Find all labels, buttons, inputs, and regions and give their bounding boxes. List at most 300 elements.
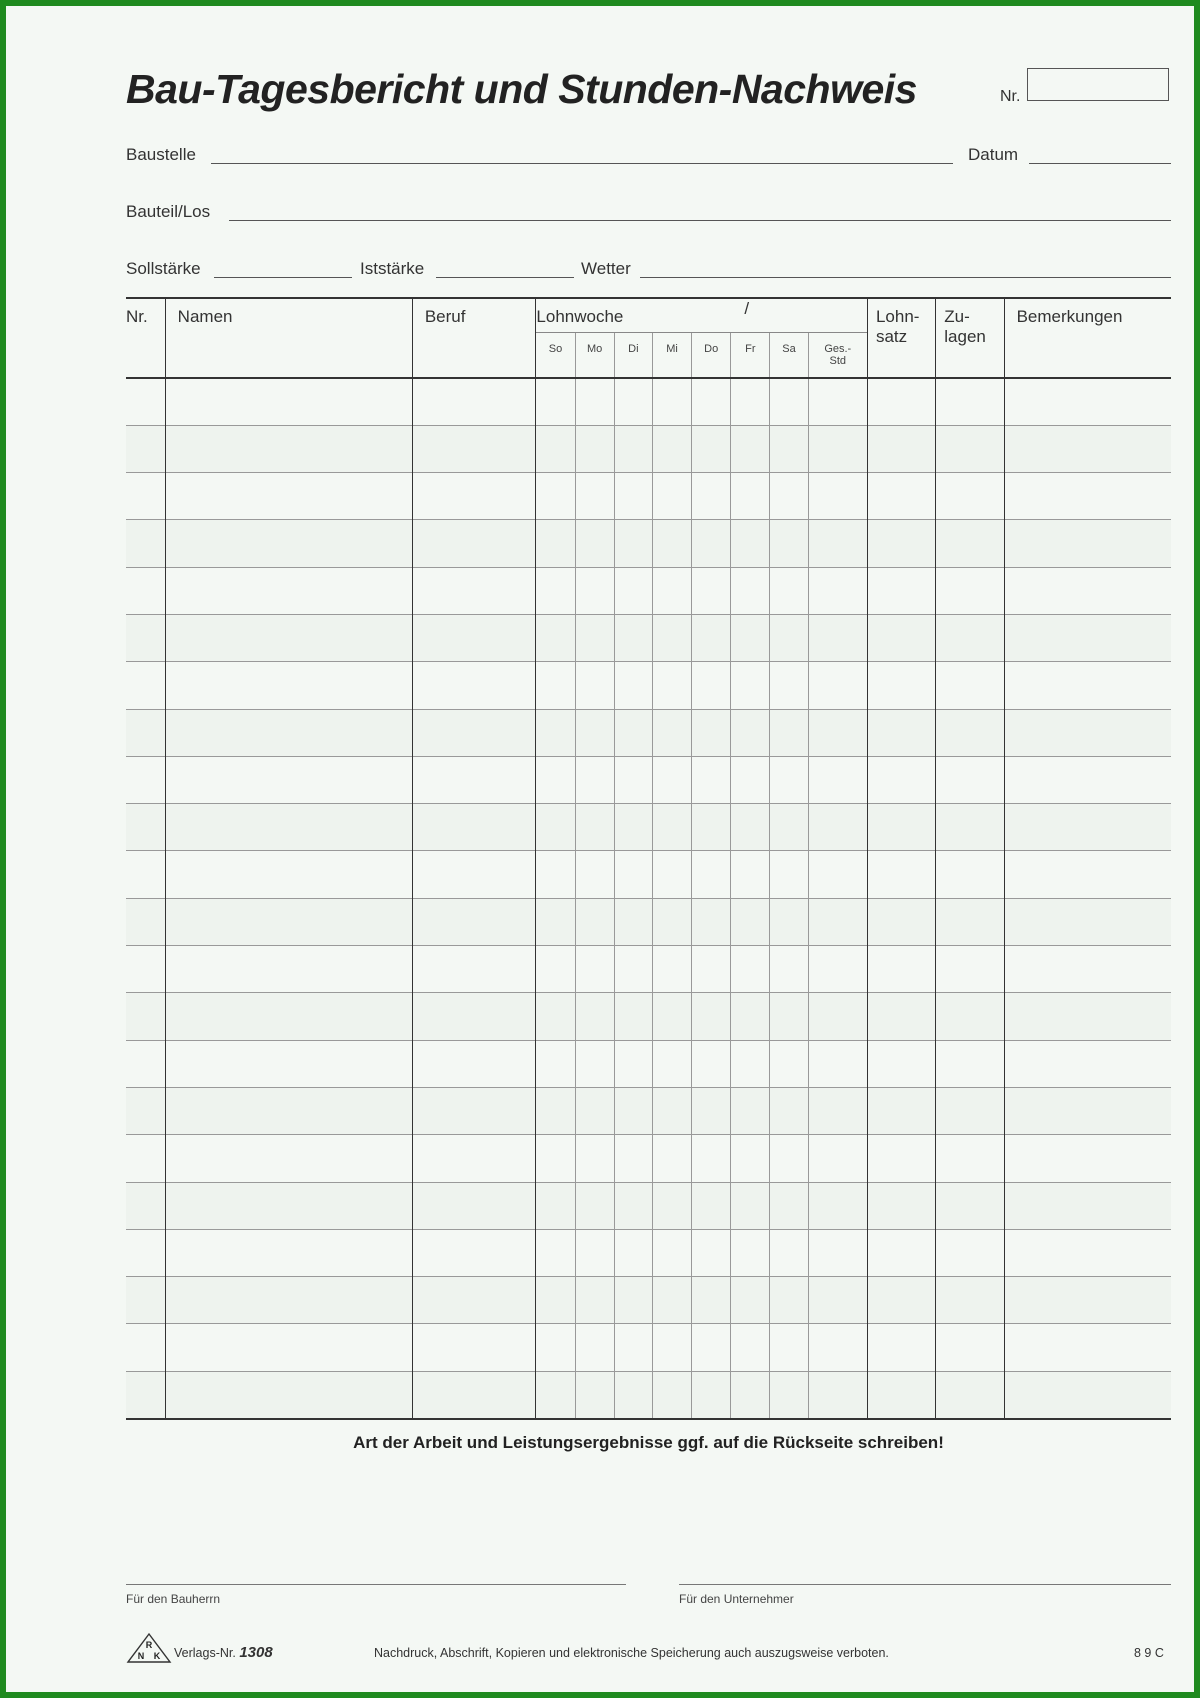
cell-bemerkungen[interactable] bbox=[1004, 567, 1171, 614]
cell-nr[interactable] bbox=[126, 898, 165, 945]
cell-di[interactable] bbox=[614, 378, 652, 425]
cell-do[interactable] bbox=[692, 1277, 731, 1324]
cell-lohnsatz[interactable] bbox=[867, 520, 935, 567]
cell-zulagen[interactable] bbox=[936, 1324, 1004, 1371]
cell-mi[interactable] bbox=[652, 1040, 691, 1087]
cell-fr[interactable] bbox=[731, 804, 770, 851]
cell-di[interactable] bbox=[614, 804, 652, 851]
cell-so[interactable] bbox=[536, 567, 575, 614]
cell-bemerkungen[interactable] bbox=[1004, 662, 1171, 709]
cell-total[interactable] bbox=[808, 993, 867, 1040]
cell-so[interactable] bbox=[536, 1277, 575, 1324]
cell-fr[interactable] bbox=[731, 1087, 770, 1134]
cell-namen[interactable] bbox=[165, 473, 412, 520]
baustelle-field[interactable] bbox=[211, 163, 953, 164]
cell-namen[interactable] bbox=[165, 993, 412, 1040]
cell-namen[interactable] bbox=[165, 425, 412, 472]
cell-lohnsatz[interactable] bbox=[867, 993, 935, 1040]
cell-fr[interactable] bbox=[731, 709, 770, 756]
cell-lohnsatz[interactable] bbox=[867, 946, 935, 993]
cell-zulagen[interactable] bbox=[936, 993, 1004, 1040]
cell-nr[interactable] bbox=[126, 425, 165, 472]
cell-do[interactable] bbox=[692, 473, 731, 520]
cell-sa[interactable] bbox=[770, 756, 808, 803]
cell-bemerkungen[interactable] bbox=[1004, 1135, 1171, 1182]
cell-di[interactable] bbox=[614, 709, 652, 756]
cell-fr[interactable] bbox=[731, 1371, 770, 1418]
cell-mo[interactable] bbox=[575, 946, 614, 993]
cell-so[interactable] bbox=[536, 662, 575, 709]
cell-mi[interactable] bbox=[652, 993, 691, 1040]
cell-bemerkungen[interactable] bbox=[1004, 804, 1171, 851]
cell-nr[interactable] bbox=[126, 614, 165, 661]
cell-sa[interactable] bbox=[770, 851, 808, 898]
cell-nr[interactable] bbox=[126, 520, 165, 567]
cell-do[interactable] bbox=[692, 614, 731, 661]
cell-nr[interactable] bbox=[126, 709, 165, 756]
cell-so[interactable] bbox=[536, 1324, 575, 1371]
bauteil-field[interactable] bbox=[229, 220, 1171, 221]
cell-total[interactable] bbox=[808, 1135, 867, 1182]
cell-nr[interactable] bbox=[126, 1087, 165, 1134]
cell-so[interactable] bbox=[536, 378, 575, 425]
cell-mi[interactable] bbox=[652, 1229, 691, 1276]
cell-lohnsatz[interactable] bbox=[867, 756, 935, 803]
cell-nr[interactable] bbox=[126, 1135, 165, 1182]
cell-zulagen[interactable] bbox=[936, 1087, 1004, 1134]
cell-lohnsatz[interactable] bbox=[867, 1182, 935, 1229]
cell-bemerkungen[interactable] bbox=[1004, 1277, 1171, 1324]
cell-do[interactable] bbox=[692, 1087, 731, 1134]
cell-total[interactable] bbox=[808, 1277, 867, 1324]
cell-mo[interactable] bbox=[575, 756, 614, 803]
cell-lohnsatz[interactable] bbox=[867, 473, 935, 520]
cell-nr[interactable] bbox=[126, 1324, 165, 1371]
cell-mo[interactable] bbox=[575, 1371, 614, 1418]
cell-mo[interactable] bbox=[575, 1087, 614, 1134]
nr-input[interactable] bbox=[1027, 68, 1169, 101]
cell-mi[interactable] bbox=[652, 614, 691, 661]
cell-sa[interactable] bbox=[770, 567, 808, 614]
cell-beruf[interactable] bbox=[412, 1324, 536, 1371]
cell-di[interactable] bbox=[614, 1277, 652, 1324]
cell-sa[interactable] bbox=[770, 898, 808, 945]
cell-sa[interactable] bbox=[770, 425, 808, 472]
cell-zulagen[interactable] bbox=[936, 756, 1004, 803]
cell-so[interactable] bbox=[536, 946, 575, 993]
cell-namen[interactable] bbox=[165, 898, 412, 945]
cell-fr[interactable] bbox=[731, 756, 770, 803]
cell-mi[interactable] bbox=[652, 946, 691, 993]
cell-sa[interactable] bbox=[770, 1371, 808, 1418]
cell-beruf[interactable] bbox=[412, 756, 536, 803]
bauherr-signature-line[interactable] bbox=[126, 1584, 626, 1585]
cell-fr[interactable] bbox=[731, 1229, 770, 1276]
cell-di[interactable] bbox=[614, 662, 652, 709]
cell-beruf[interactable] bbox=[412, 1371, 536, 1418]
cell-lohnsatz[interactable] bbox=[867, 1040, 935, 1087]
cell-so[interactable] bbox=[536, 1229, 575, 1276]
cell-do[interactable] bbox=[692, 756, 731, 803]
cell-mi[interactable] bbox=[652, 473, 691, 520]
cell-zulagen[interactable] bbox=[936, 898, 1004, 945]
cell-fr[interactable] bbox=[731, 425, 770, 472]
cell-do[interactable] bbox=[692, 378, 731, 425]
cell-do[interactable] bbox=[692, 851, 731, 898]
cell-bemerkungen[interactable] bbox=[1004, 378, 1171, 425]
cell-so[interactable] bbox=[536, 1371, 575, 1418]
cell-so[interactable] bbox=[536, 425, 575, 472]
cell-sa[interactable] bbox=[770, 520, 808, 567]
cell-fr[interactable] bbox=[731, 473, 770, 520]
cell-so[interactable] bbox=[536, 1087, 575, 1134]
cell-beruf[interactable] bbox=[412, 473, 536, 520]
cell-fr[interactable] bbox=[731, 567, 770, 614]
cell-sa[interactable] bbox=[770, 614, 808, 661]
cell-total[interactable] bbox=[808, 709, 867, 756]
cell-zulagen[interactable] bbox=[936, 1182, 1004, 1229]
cell-so[interactable] bbox=[536, 1135, 575, 1182]
cell-bemerkungen[interactable] bbox=[1004, 1371, 1171, 1418]
cell-total[interactable] bbox=[808, 473, 867, 520]
cell-namen[interactable] bbox=[165, 1182, 412, 1229]
cell-sa[interactable] bbox=[770, 1040, 808, 1087]
cell-fr[interactable] bbox=[731, 993, 770, 1040]
cell-bemerkungen[interactable] bbox=[1004, 1087, 1171, 1134]
cell-do[interactable] bbox=[692, 1324, 731, 1371]
cell-mo[interactable] bbox=[575, 1277, 614, 1324]
cell-zulagen[interactable] bbox=[936, 1371, 1004, 1418]
cell-beruf[interactable] bbox=[412, 378, 536, 425]
cell-so[interactable] bbox=[536, 1182, 575, 1229]
cell-total[interactable] bbox=[808, 378, 867, 425]
cell-zulagen[interactable] bbox=[936, 662, 1004, 709]
cell-mi[interactable] bbox=[652, 1324, 691, 1371]
cell-do[interactable] bbox=[692, 662, 731, 709]
cell-namen[interactable] bbox=[165, 1040, 412, 1087]
cell-fr[interactable] bbox=[731, 1324, 770, 1371]
cell-namen[interactable] bbox=[165, 567, 412, 614]
cell-lohnsatz[interactable] bbox=[867, 567, 935, 614]
unternehmer-signature-line[interactable] bbox=[679, 1584, 1171, 1585]
cell-bemerkungen[interactable] bbox=[1004, 756, 1171, 803]
cell-mo[interactable] bbox=[575, 1040, 614, 1087]
cell-di[interactable] bbox=[614, 756, 652, 803]
cell-lohnsatz[interactable] bbox=[867, 898, 935, 945]
cell-sa[interactable] bbox=[770, 1324, 808, 1371]
cell-total[interactable] bbox=[808, 1182, 867, 1229]
cell-do[interactable] bbox=[692, 1135, 731, 1182]
cell-zulagen[interactable] bbox=[936, 520, 1004, 567]
cell-namen[interactable] bbox=[165, 614, 412, 661]
cell-fr[interactable] bbox=[731, 851, 770, 898]
cell-di[interactable] bbox=[614, 898, 652, 945]
cell-mi[interactable] bbox=[652, 567, 691, 614]
cell-fr[interactable] bbox=[731, 1040, 770, 1087]
cell-nr[interactable] bbox=[126, 804, 165, 851]
cell-di[interactable] bbox=[614, 425, 652, 472]
cell-namen[interactable] bbox=[165, 804, 412, 851]
cell-beruf[interactable] bbox=[412, 425, 536, 472]
cell-mo[interactable] bbox=[575, 1182, 614, 1229]
cell-namen[interactable] bbox=[165, 946, 412, 993]
cell-mo[interactable] bbox=[575, 1229, 614, 1276]
cell-total[interactable] bbox=[808, 520, 867, 567]
cell-total[interactable] bbox=[808, 898, 867, 945]
cell-sa[interactable] bbox=[770, 1182, 808, 1229]
cell-namen[interactable] bbox=[165, 378, 412, 425]
cell-bemerkungen[interactable] bbox=[1004, 473, 1171, 520]
cell-nr[interactable] bbox=[126, 851, 165, 898]
cell-bemerkungen[interactable] bbox=[1004, 1182, 1171, 1229]
cell-total[interactable] bbox=[808, 804, 867, 851]
cell-lohnsatz[interactable] bbox=[867, 378, 935, 425]
cell-zulagen[interactable] bbox=[936, 1277, 1004, 1324]
cell-lohnsatz[interactable] bbox=[867, 804, 935, 851]
cell-beruf[interactable] bbox=[412, 993, 536, 1040]
cell-di[interactable] bbox=[614, 567, 652, 614]
cell-di[interactable] bbox=[614, 1135, 652, 1182]
cell-beruf[interactable] bbox=[412, 946, 536, 993]
cell-nr[interactable] bbox=[126, 1229, 165, 1276]
cell-mi[interactable] bbox=[652, 756, 691, 803]
cell-namen[interactable] bbox=[165, 1087, 412, 1134]
cell-fr[interactable] bbox=[731, 662, 770, 709]
cell-mo[interactable] bbox=[575, 520, 614, 567]
cell-mi[interactable] bbox=[652, 520, 691, 567]
cell-bemerkungen[interactable] bbox=[1004, 1229, 1171, 1276]
cell-sa[interactable] bbox=[770, 378, 808, 425]
cell-namen[interactable] bbox=[165, 662, 412, 709]
cell-lohnsatz[interactable] bbox=[867, 1324, 935, 1371]
cell-nr[interactable] bbox=[126, 946, 165, 993]
cell-namen[interactable] bbox=[165, 1324, 412, 1371]
cell-zulagen[interactable] bbox=[936, 709, 1004, 756]
cell-total[interactable] bbox=[808, 1229, 867, 1276]
cell-do[interactable] bbox=[692, 898, 731, 945]
cell-beruf[interactable] bbox=[412, 520, 536, 567]
cell-nr[interactable] bbox=[126, 1277, 165, 1324]
cell-fr[interactable] bbox=[731, 946, 770, 993]
cell-sa[interactable] bbox=[770, 1135, 808, 1182]
cell-lohnsatz[interactable] bbox=[867, 1087, 935, 1134]
cell-mi[interactable] bbox=[652, 378, 691, 425]
cell-do[interactable] bbox=[692, 993, 731, 1040]
cell-so[interactable] bbox=[536, 898, 575, 945]
cell-bemerkungen[interactable] bbox=[1004, 993, 1171, 1040]
cell-mi[interactable] bbox=[652, 851, 691, 898]
cell-di[interactable] bbox=[614, 614, 652, 661]
cell-sa[interactable] bbox=[770, 473, 808, 520]
cell-do[interactable] bbox=[692, 946, 731, 993]
cell-zulagen[interactable] bbox=[936, 1040, 1004, 1087]
cell-fr[interactable] bbox=[731, 520, 770, 567]
cell-so[interactable] bbox=[536, 709, 575, 756]
cell-mo[interactable] bbox=[575, 993, 614, 1040]
cell-nr[interactable] bbox=[126, 473, 165, 520]
cell-fr[interactable] bbox=[731, 614, 770, 661]
cell-so[interactable] bbox=[536, 851, 575, 898]
wetter-field[interactable] bbox=[640, 277, 1171, 278]
cell-bemerkungen[interactable] bbox=[1004, 946, 1171, 993]
cell-total[interactable] bbox=[808, 425, 867, 472]
cell-do[interactable] bbox=[692, 425, 731, 472]
cell-mi[interactable] bbox=[652, 425, 691, 472]
cell-namen[interactable] bbox=[165, 851, 412, 898]
cell-lohnsatz[interactable] bbox=[867, 1229, 935, 1276]
cell-di[interactable] bbox=[614, 1087, 652, 1134]
cell-lohnsatz[interactable] bbox=[867, 851, 935, 898]
cell-zulagen[interactable] bbox=[936, 473, 1004, 520]
cell-nr[interactable] bbox=[126, 1040, 165, 1087]
cell-di[interactable] bbox=[614, 1371, 652, 1418]
cell-di[interactable] bbox=[614, 1040, 652, 1087]
cell-mi[interactable] bbox=[652, 1371, 691, 1418]
cell-bemerkungen[interactable] bbox=[1004, 425, 1171, 472]
cell-fr[interactable] bbox=[731, 1182, 770, 1229]
cell-total[interactable] bbox=[808, 662, 867, 709]
cell-bemerkungen[interactable] bbox=[1004, 520, 1171, 567]
cell-fr[interactable] bbox=[731, 1277, 770, 1324]
cell-mi[interactable] bbox=[652, 1277, 691, 1324]
cell-namen[interactable] bbox=[165, 709, 412, 756]
cell-sa[interactable] bbox=[770, 709, 808, 756]
cell-bemerkungen[interactable] bbox=[1004, 851, 1171, 898]
cell-beruf[interactable] bbox=[412, 1229, 536, 1276]
cell-total[interactable] bbox=[808, 1040, 867, 1087]
cell-mo[interactable] bbox=[575, 1135, 614, 1182]
cell-mo[interactable] bbox=[575, 1324, 614, 1371]
cell-beruf[interactable] bbox=[412, 1087, 536, 1134]
cell-sa[interactable] bbox=[770, 993, 808, 1040]
cell-mi[interactable] bbox=[652, 1087, 691, 1134]
cell-di[interactable] bbox=[614, 473, 652, 520]
cell-do[interactable] bbox=[692, 1371, 731, 1418]
cell-fr[interactable] bbox=[731, 378, 770, 425]
cell-mo[interactable] bbox=[575, 804, 614, 851]
cell-mi[interactable] bbox=[652, 662, 691, 709]
cell-mi[interactable] bbox=[652, 1135, 691, 1182]
cell-lohnsatz[interactable] bbox=[867, 1135, 935, 1182]
cell-mo[interactable] bbox=[575, 709, 614, 756]
cell-lohnsatz[interactable] bbox=[867, 614, 935, 661]
cell-mi[interactable] bbox=[652, 1182, 691, 1229]
cell-beruf[interactable] bbox=[412, 567, 536, 614]
cell-bemerkungen[interactable] bbox=[1004, 898, 1171, 945]
cell-mi[interactable] bbox=[652, 898, 691, 945]
cell-zulagen[interactable] bbox=[936, 804, 1004, 851]
cell-mi[interactable] bbox=[652, 709, 691, 756]
cell-do[interactable] bbox=[692, 1229, 731, 1276]
cell-beruf[interactable] bbox=[412, 898, 536, 945]
cell-zulagen[interactable] bbox=[936, 1229, 1004, 1276]
cell-beruf[interactable] bbox=[412, 804, 536, 851]
cell-bemerkungen[interactable] bbox=[1004, 1324, 1171, 1371]
sollstaerke-field[interactable] bbox=[214, 277, 352, 278]
cell-so[interactable] bbox=[536, 520, 575, 567]
cell-lohnsatz[interactable] bbox=[867, 709, 935, 756]
cell-do[interactable] bbox=[692, 1182, 731, 1229]
cell-nr[interactable] bbox=[126, 1182, 165, 1229]
cell-zulagen[interactable] bbox=[936, 567, 1004, 614]
cell-bemerkungen[interactable] bbox=[1004, 709, 1171, 756]
cell-namen[interactable] bbox=[165, 1135, 412, 1182]
cell-bemerkungen[interactable] bbox=[1004, 614, 1171, 661]
cell-so[interactable] bbox=[536, 756, 575, 803]
cell-nr[interactable] bbox=[126, 993, 165, 1040]
cell-sa[interactable] bbox=[770, 804, 808, 851]
cell-total[interactable] bbox=[808, 1087, 867, 1134]
cell-do[interactable] bbox=[692, 804, 731, 851]
cell-beruf[interactable] bbox=[412, 662, 536, 709]
iststaerke-field[interactable] bbox=[436, 277, 574, 278]
cell-mo[interactable] bbox=[575, 851, 614, 898]
cell-total[interactable] bbox=[808, 1371, 867, 1418]
cell-zulagen[interactable] bbox=[936, 378, 1004, 425]
cell-zulagen[interactable] bbox=[936, 425, 1004, 472]
cell-beruf[interactable] bbox=[412, 709, 536, 756]
cell-sa[interactable] bbox=[770, 946, 808, 993]
cell-do[interactable] bbox=[692, 709, 731, 756]
cell-beruf[interactable] bbox=[412, 851, 536, 898]
cell-beruf[interactable] bbox=[412, 1277, 536, 1324]
cell-nr[interactable] bbox=[126, 662, 165, 709]
cell-bemerkungen[interactable] bbox=[1004, 1040, 1171, 1087]
cell-namen[interactable] bbox=[165, 756, 412, 803]
cell-fr[interactable] bbox=[731, 1135, 770, 1182]
cell-di[interactable] bbox=[614, 851, 652, 898]
cell-beruf[interactable] bbox=[412, 1135, 536, 1182]
cell-mo[interactable] bbox=[575, 662, 614, 709]
cell-namen[interactable] bbox=[165, 1371, 412, 1418]
cell-di[interactable] bbox=[614, 1182, 652, 1229]
cell-zulagen[interactable] bbox=[936, 946, 1004, 993]
cell-mo[interactable] bbox=[575, 473, 614, 520]
cell-total[interactable] bbox=[808, 567, 867, 614]
cell-do[interactable] bbox=[692, 1040, 731, 1087]
cell-di[interactable] bbox=[614, 520, 652, 567]
cell-nr[interactable] bbox=[126, 1371, 165, 1418]
datum-field[interactable] bbox=[1029, 163, 1171, 164]
cell-so[interactable] bbox=[536, 1040, 575, 1087]
cell-lohnsatz[interactable] bbox=[867, 1371, 935, 1418]
cell-mo[interactable] bbox=[575, 614, 614, 661]
cell-so[interactable] bbox=[536, 473, 575, 520]
cell-zulagen[interactable] bbox=[936, 851, 1004, 898]
cell-total[interactable] bbox=[808, 946, 867, 993]
cell-so[interactable] bbox=[536, 804, 575, 851]
cell-beruf[interactable] bbox=[412, 1182, 536, 1229]
cell-lohnsatz[interactable] bbox=[867, 1277, 935, 1324]
cell-namen[interactable] bbox=[165, 1277, 412, 1324]
cell-sa[interactable] bbox=[770, 1087, 808, 1134]
cell-di[interactable] bbox=[614, 1229, 652, 1276]
cell-mo[interactable] bbox=[575, 567, 614, 614]
cell-total[interactable] bbox=[808, 614, 867, 661]
cell-sa[interactable] bbox=[770, 1229, 808, 1276]
cell-mo[interactable] bbox=[575, 898, 614, 945]
cell-nr[interactable] bbox=[126, 567, 165, 614]
cell-zulagen[interactable] bbox=[936, 1135, 1004, 1182]
cell-do[interactable] bbox=[692, 520, 731, 567]
cell-di[interactable] bbox=[614, 946, 652, 993]
cell-lohnsatz[interactable] bbox=[867, 425, 935, 472]
cell-lohnsatz[interactable] bbox=[867, 662, 935, 709]
cell-nr[interactable] bbox=[126, 756, 165, 803]
cell-di[interactable] bbox=[614, 993, 652, 1040]
cell-total[interactable] bbox=[808, 756, 867, 803]
cell-namen[interactable] bbox=[165, 1229, 412, 1276]
